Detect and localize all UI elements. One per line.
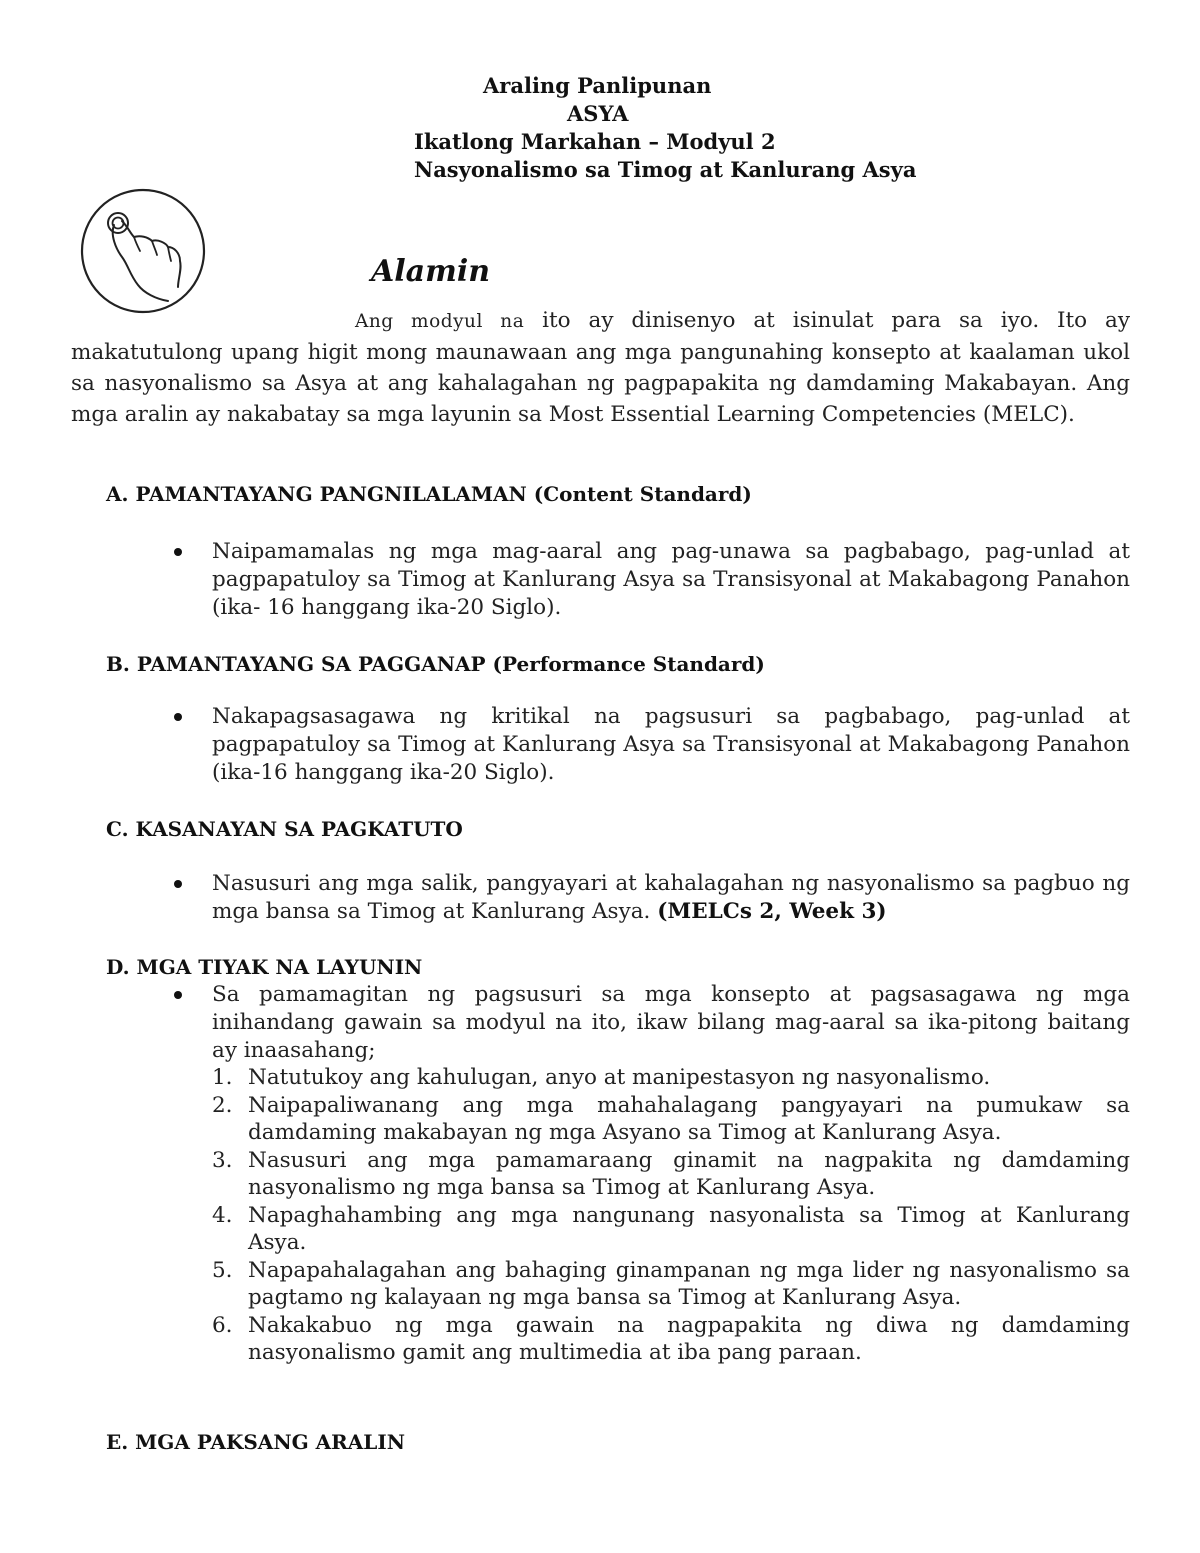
section-c-heading: C. KASANAYAN SA PAGKATUTO (106, 817, 463, 841)
list-item (174, 981, 1130, 1065)
objective-text: Napaghahambing ang mga nangunang nasyonalista sa Timog at Kanlurang Asya. (248, 1202, 1130, 1255)
section-a-heading: A. PAMANTAYANG PANGNILALAMAN (Content Standard) (106, 482, 752, 506)
objective-item (212, 1257, 1130, 1312)
objective-text: Nakakabuo ng mga gawain na nagpapakita ng diwa ng damdaming nasyonalismo gamit ang multimedia at iba pang paraan. (248, 1312, 1130, 1365)
objectives-list (212, 1064, 1130, 1367)
objective-text: Napapahalagahan ang bahaging ginampanan ng mga lider ng nasyonalismo sa pagtamo ng kalayaan ng mga bansa sa Timog at Kanlurang Asya. (248, 1257, 1130, 1310)
objective-text: Nasusuri ang mga pamamaraang ginamit na nagpakita ng damdaming nasyonalismo ng mga bansa sa Timog at Kanlurang Asya. (248, 1147, 1130, 1200)
learning-competency-body: Nasusuri ang mga salik, pangyayari at kahalagahan ng nasyonalismo sa pagbuo ng mga bansa sa Timog at Kanlurang Asya. (212, 871, 1130, 924)
objective-number: 2. (212, 1092, 233, 1118)
objective-item (212, 1312, 1130, 1367)
objective-item (212, 1064, 1130, 1092)
objective-item (212, 1147, 1130, 1202)
objective-number: 3. (212, 1147, 233, 1173)
section-d-bullets (174, 981, 1130, 1065)
intro-paragraph (71, 305, 1130, 430)
intro-lead: Ang modyul na (355, 311, 525, 332)
learning-competency-text (212, 870, 1130, 926)
list-item (174, 703, 1130, 787)
section-b-bullets (174, 703, 1130, 787)
bullet-dot-icon (174, 548, 182, 556)
content-standard-text: Naipamamalas ng mga mag-aaral ang pag-unawa sa pagbabago, pag-unlad at pagpapatuloy sa Timog at Kanlurang Asya sa Transisyonal at Makabagong Panahon (ika- 16 hanggang ika-20 Siglo). (212, 539, 1130, 620)
section-a-bullets (174, 538, 1130, 622)
objective-item (212, 1092, 1130, 1147)
bullet-dot-icon (174, 991, 182, 999)
section-c-bullets (174, 870, 1130, 926)
objective-number: 1. (212, 1065, 233, 1090)
melc-reference: (MELCs 2, Week 3) (657, 899, 887, 924)
objective-text: Naipapaliwanang ang mga mahahalagang pangyayari na pumukaw sa damdaming makabayan ng mga Asyano sa Timog at Kanlurang Asya. (248, 1092, 1130, 1145)
alamin-heading: Alamin (371, 254, 491, 289)
objective-text: Natutukoy ang kahulugan, anyo at manipestasyon ng nasyonalismo. (248, 1065, 991, 1090)
objective-number: 5. (212, 1257, 233, 1283)
objective-item (212, 1202, 1130, 1257)
section-d-heading: D. MGA TIYAK NA LAYUNIN (106, 955, 423, 979)
objective-number: 6. (212, 1312, 233, 1338)
intro-text: ito ay dinisenyo at isinulat para sa iyo. Ito ay makatutulong upang higit mong maunawaan ang mga pangunahing konsepto at kaalaman ukol sa nasyonalismo sa Asya at ang kahalagahan ng pagpapakita ng damdaming Makabayan. Ang mga aralin ay nakabatay sa mga layunin sa Most Essential Learning Competencies (MELC). (71, 308, 1130, 427)
list-item (174, 870, 1130, 926)
topic-title: Nasyonalismo sa Timog at Kanlurang Asya (414, 157, 917, 182)
bullet-dot-icon (174, 880, 182, 888)
section-e-heading: E. MGA PAKSANG ARALIN (106, 1430, 405, 1454)
list-item (174, 538, 1130, 622)
objectives-intro-text: Sa pamamagitan ng pagsusuri sa mga konsepto at pagsasagawa ng mga inihandang gawain sa modyul na ito, ikaw bilang mag-aaral sa ika-pitong baitang ay inaasahang; (212, 982, 1130, 1063)
region-title: ASYA (567, 101, 629, 126)
performance-standard-text: Nakapagsasagawa ng kritikal na pagsusuri sa pagbabago, pag-unlad at pagpapatuloy sa Timog at Kanlurang Asya sa Transisyonal at Makabagong Panahon (ika-16 hanggang ika-20 Siglo). (212, 704, 1130, 785)
subject-title: Araling Panlipunan (483, 73, 712, 98)
objective-number: 4. (212, 1202, 233, 1228)
quarter-module-title: Ikatlong Markahan – Modyul 2 (414, 129, 776, 154)
hand-pointer-icon (78, 187, 208, 315)
bullet-dot-icon (174, 713, 182, 721)
section-b-heading: B. PAMANTAYANG SA PAGGANAP (Performance Standard) (106, 652, 765, 676)
